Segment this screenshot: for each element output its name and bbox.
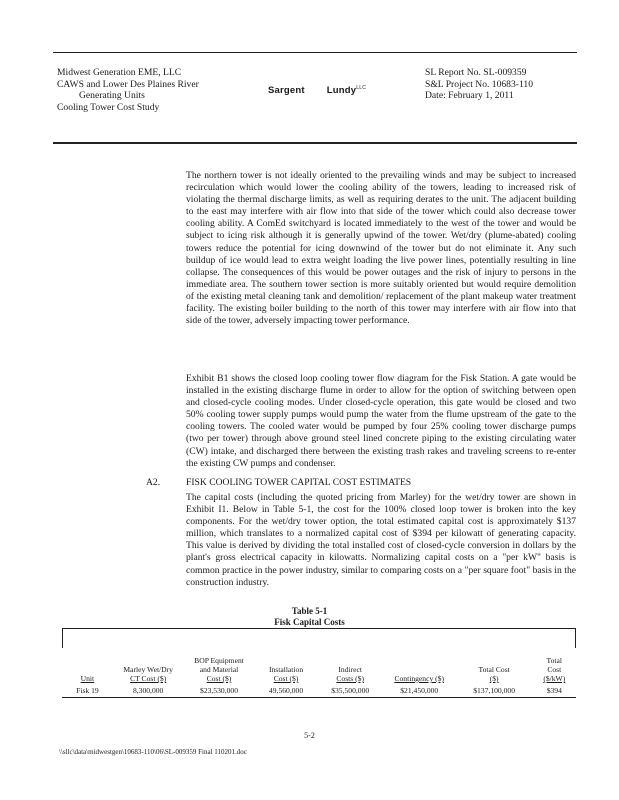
header-project: CAWS and Lower Des Plaines River [57, 78, 199, 90]
section-number: A2. [146, 477, 161, 488]
col-header-bop: BOP Equipment and Material Cost ($) [194, 656, 244, 683]
footer-file-path: \\sllc\data\midwestgen\10683-110\06\SL-009359 Final 110201.doc [59, 748, 247, 756]
header-project-cont: Generating Units [79, 90, 145, 102]
sargent-lundy-logo [268, 85, 366, 96]
col-header-indirect: Indirect Costs ($) [336, 665, 364, 683]
logo-left: Sargent [268, 85, 305, 97]
cell-installation-cost: 49,560,000 [268, 686, 304, 695]
cell-bop-cost: $23,530,000 [200, 686, 238, 695]
col-header-marley: Marley Wet/Dry CT Cost ($) [123, 665, 173, 683]
header-study: Cooling Tower Cost Study [57, 101, 160, 113]
paragraph-capital-costs: The capital costs (including the quoted pricing from Marley) for the wet/dry tower are shown in Exhibit I1. Below in Table 5-1, the cost for the 100% closed loop tower is broken into the key components. For the wet/dry tower option, the total estimated capital cost is approximately $137 million, which translates to a normalized capital cost of $394 per kilowatt of generating capacity. This value is derived by dividing the total installed cost of closed-cycle conversion in dollars by the plant's gross electrical capacity in kilowatts. Normalizing capital costs on a "per kW" basis is common practice in the power industry, similar to comparing costs on a "per square foot" basis in the construction industry. [186, 492, 576, 588]
col-header-cost-per-kw: Total Cost ($/kW) [543, 656, 566, 683]
col-header-contingency: Contingency ($) [394, 674, 444, 683]
table-caption: Table 5-1 [291, 606, 328, 616]
header-right-block [425, 67, 585, 102]
header-left-block [57, 67, 277, 113]
table-right-tick [575, 628, 576, 648]
report-date: Date: February 1, 2011 [425, 90, 514, 102]
table-left-tick [62, 628, 63, 648]
page-number: 5-2 [304, 731, 315, 740]
logo-mark: LLC [356, 85, 367, 91]
paragraph-tower-orientation: The northern tower is not ideally oriented to the prevailing winds and may be subject to increased recirculation which would lower the cooling ability of the towers, leading to increased risk of violating the thermal discharge limits, as well as requiring derates to the unit. The adjacent building to the east may interfere with air flow into that side of the tower which could also decrease tower cooling ability. A ComEd switchyard is located immediately to the west of the tower and would be subject to icing risk although it is generally upwind of the tower. Wet/dry (plume-abated) cooling towers reduce the potential for icing downwind of the tower but do not eliminate it. Any such buildup of ice would lead to extra weight loading the live power lines, potentially resulting in line collapse. The consequences of this would be power outages and the risk of injury to persons in the immediate area. The southern tower section is more suitably oriented but would require demolition of the existing metal cleaning tank and demolition/ replacement of the plant makeup water treatment facility. The existing boiler building to the north of this tower may interfere with air flow into that side of the tower, adversely impacting tower performance. [186, 170, 576, 327]
cell-total-cost: $137,100,000 [473, 686, 516, 695]
section-title: FISK COOLING TOWER CAPITAL COST ESTIMATES [186, 477, 412, 488]
table-title: Fisk Capital Costs [274, 617, 345, 627]
table-header-row [62, 629, 576, 685]
col-header-total-cost: Total Cost ($) [478, 665, 510, 683]
col-header-unit: Unit [80, 674, 95, 683]
table-row [62, 684, 576, 698]
header-top-rule [53, 52, 577, 53]
cell-marley-cost: 8,300,000 [132, 686, 164, 695]
col-header-installation: Installation Cost ($) [268, 665, 304, 683]
header-company: Midwest Generation EME, LLC [57, 67, 182, 78]
cell-contingency: $21,450,000 [400, 686, 439, 695]
paragraph-flow-diagram: Exhibit B1 shows the closed loop cooling tower flow diagram for the Fisk Station. A gate would be installed in the existing discharge flume in order to allow for the option of switching between open and closed-cycle cooling modes. Under closed-cycle operation, this gate would be closed and two 50% cooling tower supply pumps would pump the water from the flume upstream of the gate to the cooling towers. The cooled water would be pumped by four 25% cooling tower discharge pumps (two per tower) through above ground steel lined concrete piping to the existing circulating water (CW) intake, and discharged there between the existing trash rakes and traveling screens to re-enter the existing CW pumps and condenser. [186, 373, 576, 469]
capital-cost-table [62, 628, 576, 698]
cell-indirect-cost: $35,500,000 [331, 686, 370, 695]
cell-unit: Fisk 19 [76, 686, 99, 695]
project-number: S&L Project No. 10683-110 [425, 78, 534, 90]
logo-right: Lundy [326, 85, 357, 97]
header-bottom-rule [53, 142, 577, 144]
cell-cost-per-kw: $394 [546, 686, 562, 695]
report-number: SL Report No. SL-009359 [425, 67, 527, 78]
